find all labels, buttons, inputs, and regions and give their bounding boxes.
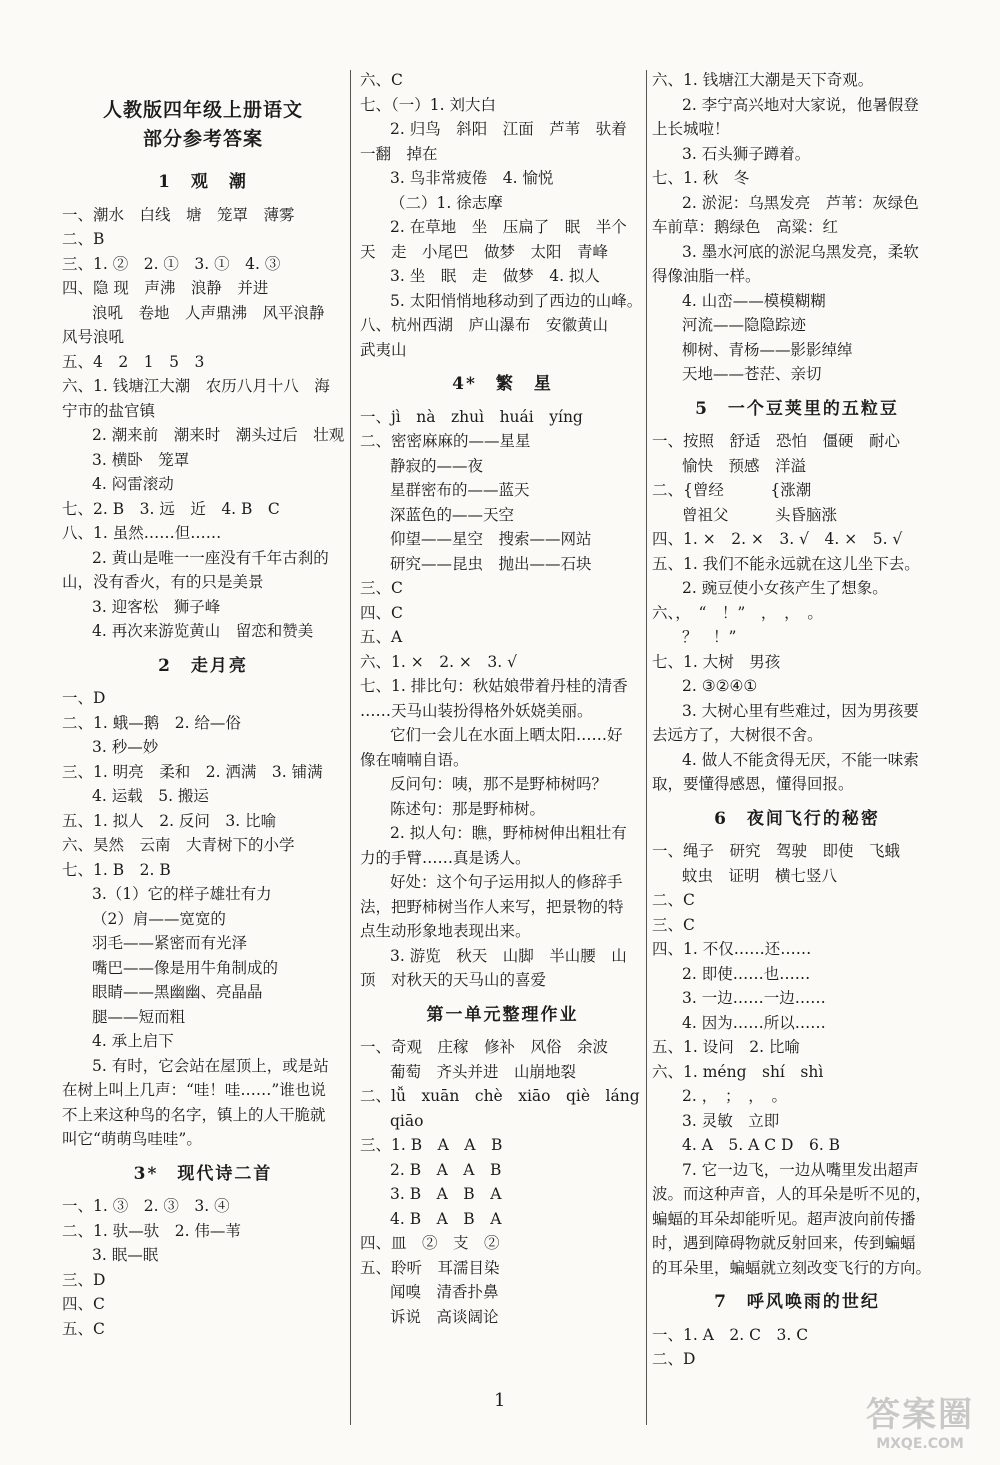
answer-line: 取，要懂得感恩，懂得回报。	[652, 775, 854, 793]
answer-line: 它们一会儿在水面上晒太阳……好	[390, 726, 623, 744]
answer-line: 叫它“萌萌鸟哇哇”。	[62, 1130, 202, 1148]
answer-line: 像在喃喃自语。	[360, 750, 469, 769]
answer-line: 五、C	[62, 1319, 105, 1338]
section-heading: 2 走月亮	[158, 655, 248, 676]
answer-line: 五、4 2 1 5 3	[62, 352, 205, 371]
answer-line: 3. 迎客松 狮子峰	[92, 597, 221, 616]
answer-line: 一翻 掉在	[360, 144, 438, 163]
answer-line: 7. 它一边飞，一边从嘴里发出超声	[682, 1160, 919, 1179]
answer-line: 仰望——星空 搜索——网站	[390, 530, 592, 548]
answer-line: 3. 秒—妙	[92, 738, 159, 756]
answer-line: 河流——隐隐踪迹	[682, 316, 807, 334]
answer-line: 六、C	[360, 71, 403, 89]
column-divider-2	[646, 70, 647, 1425]
answer-line: 2. 即使……也……	[682, 964, 811, 983]
answer-line: 七、2. B 3. 远 近 4. B C	[62, 499, 280, 518]
answer-line: 时，遇到障碍物就反射回来，传到蝙蝠	[652, 1234, 916, 1252]
answer-line: 六、1. méng shí shì	[652, 1062, 824, 1081]
answer-line: 3. 坐 眠 走 做梦 4. 拟人	[390, 267, 600, 285]
answer-line: 浪吼 卷地 人声鼎沸 风平浪静	[92, 303, 325, 322]
answer-line: 六、1. × 2. × 3. √	[360, 652, 517, 671]
answer-line: 2. B A A B	[390, 1160, 502, 1179]
answer-line: 深蓝色的——天空	[390, 505, 515, 524]
answer-line: 柳树、青杨——影影绰绰	[682, 340, 853, 359]
title-line-1: 人教版四年级上册语文	[102, 99, 303, 121]
watermark-url: MXQE.COM	[876, 1436, 964, 1452]
answer-line: 3. 灵敏 立即	[682, 1111, 780, 1130]
answer-line: 力的手臂……真是诱人。	[360, 848, 531, 867]
answer-line: 二、1. 蛾—鹅 2. 给—俗	[62, 713, 241, 732]
answer-line: 4. 山峦——模模糊糊	[682, 291, 826, 310]
title-line-2: 部分参考答案	[142, 128, 263, 150]
answer-line: 2. 归鸟 斜阳 江面 芦苇 驮着	[390, 120, 627, 138]
answer-line: 4. B A B A	[390, 1209, 502, 1228]
answer-line: 2. 淤泥：乌黑发亮 芦苇：灰绿色	[682, 193, 919, 212]
answer-line: 5. 太阳悄悄地移动到了西边的山峰。	[390, 291, 643, 310]
answer-line: 天 走 小尾巴 做梦 太阳 青峰	[360, 242, 609, 261]
answer-line: 蚊虫 证明 横七竖八	[682, 866, 838, 885]
answer-line: 2. ③②④①	[682, 677, 758, 695]
answer-line: 腿——短而粗	[92, 1007, 186, 1026]
answer-line: 二、{曾经 {涨潮	[652, 481, 812, 499]
answer-line: 4. 再次来游览黄山 留恋和赞美	[92, 622, 314, 640]
page-title	[62, 96, 344, 154]
answer-line: 4. A 5. A C D 6. B	[682, 1136, 841, 1154]
answer-line: 二、lǚ xuān chè xiāo qiè láng	[360, 1087, 640, 1105]
answer-line: 5. 有时，它会站在屋顶上，或是站	[92, 1056, 329, 1075]
answer-line: 一、潮水 白线 塘 笼罩 薄雾	[62, 205, 295, 224]
answer-line: 五、1. 我们不能永远就在这儿坐下去。	[652, 554, 920, 573]
answer-line: 波。而这种声音，人的耳朵是听不见的，	[652, 1185, 932, 1203]
answer-line: 好处：这个句子运用拟人的修辞手	[390, 873, 623, 891]
answer-line: 六、昊然 云南 大青树下的小学	[62, 836, 295, 854]
answer-line: 不上来这种鸟的名字，镇上的人干脆就	[62, 1105, 326, 1124]
answer-line: 四、1. 不仅……还……	[652, 940, 812, 958]
answer-line: 2. 豌豆使小女孩产生了想象。	[682, 579, 888, 597]
answer-line: 一、奇观 庄稼 修补 风俗 余波	[360, 1038, 609, 1056]
answer-line: 四、C	[62, 1295, 105, 1313]
answer-line: 曾祖父 头昏脑涨	[682, 505, 838, 524]
answer-line: 一、按照 舒适 恐怕 僵硬 耐心	[652, 432, 901, 450]
answer-line: 4. 承上启下	[92, 1032, 174, 1050]
answer-line: 葡萄 齐头并进 山崩地裂	[390, 1062, 577, 1081]
answer-line: 一、1. ③ 2. ③ 3. ④	[62, 1197, 230, 1215]
answer-line: 四、皿 ② 支 ②	[360, 1234, 500, 1252]
answer-line: ？ ！”	[682, 628, 737, 646]
answer-line: 八、杭州西湖 庐山瀑布 安徽黄山	[360, 316, 609, 334]
answer-line: 3. 横卧 笼罩	[92, 450, 190, 469]
answer-line: 陈述句：那是野柿树。	[390, 799, 546, 818]
answer-line: 三、1. B A A B	[360, 1136, 503, 1154]
answer-line: 4. 做人不能贪得无厌，不能一味索	[682, 750, 919, 769]
answer-line: 二、B	[62, 230, 105, 248]
answer-line: 闻嗅 清香扑鼻	[390, 1283, 499, 1301]
answer-line: 天地——苍茫、亲切	[682, 365, 822, 383]
answer-line: （2）肩——宽宽的	[92, 909, 226, 928]
answer-line: 3.（1）它的样子雄壮有力	[92, 885, 272, 903]
answer-line: 在树上叫上几声：“哇！哇……”谁也说	[62, 1081, 326, 1099]
answer-line: 三、D	[62, 1270, 106, 1289]
answer-line: 3. 一边……一边……	[682, 989, 826, 1007]
answer-line: 二、C	[652, 891, 695, 909]
answer-line: 三、C	[652, 915, 695, 934]
section-heading: 4* 繁 星	[452, 374, 553, 394]
answer-line: 星群密布的——蓝天	[390, 481, 530, 499]
answer-line: ……天马山装扮得格外妖娆美丽。	[360, 701, 593, 720]
answer-line: qiāo	[390, 1111, 424, 1130]
answer-line: （二）1. 徐志摩	[390, 193, 503, 212]
watermark-text: 答案圈	[866, 1395, 974, 1435]
section-heading: 1 观 潮	[158, 172, 248, 192]
answer-line: 2. 拟人句：瞧，野柿树伸出粗壮有	[390, 824, 627, 842]
answer-line: 诉说 高谈阔论	[390, 1307, 499, 1326]
section-heading: 5 一个豆荚里的五粒豆	[695, 398, 899, 419]
answer-line: 四、隐 现 声沸 浪静 并进	[62, 279, 269, 297]
answer-line: 去远方了，大树很不舍。	[652, 726, 823, 744]
answer-line: 五、1. 设问 2. 比喻	[652, 1038, 800, 1056]
answer-line: 宁市的盐官镇	[62, 401, 156, 420]
answer-line: 2. ， ； ， 。	[682, 1087, 787, 1105]
section-heading: 6 夜间飞行的秘密	[714, 808, 880, 829]
answer-line: 四、C	[360, 603, 403, 622]
answer-line: 3. 眠—眠	[92, 1246, 159, 1264]
answer-line: 研究——昆虫 抛出——石块	[390, 554, 592, 573]
answer-column-2	[360, 68, 645, 1329]
answer-line: 七、1. B 2. B	[62, 860, 171, 879]
answer-line: 山，没有香火，有的只是美景	[62, 573, 264, 591]
answer-line: 4. 因为……所以……	[682, 1013, 826, 1032]
answer-line: 2. 李宁高兴地对大家说，他暑假登	[682, 95, 919, 114]
answer-line: 六、1. 钱塘江大潮 农历八月十八 海	[62, 377, 330, 395]
answer-line: 四、1. × 2. × 3. √ 4. × 5. √	[652, 530, 903, 548]
answer-line: 七、1. 排比句：秋姑娘带着丹桂的清香	[360, 677, 628, 695]
answer-line: 嘴巴——像是用牛角制成的	[92, 958, 279, 977]
answer-line: 一、D	[62, 689, 106, 707]
answer-line: 的耳朵里，蝙蝠就立刻改变飞行的方向。	[652, 1258, 932, 1277]
answer-line: 眼睛——黑幽幽、亮晶晶	[92, 983, 263, 1001]
section-heading: 7 呼风唤雨的世纪	[714, 1292, 880, 1312]
answer-line: 六、， “ ！” ， ， 。	[652, 603, 823, 622]
answer-line: 2. 在草地 坐 压扁了 眠 半个	[390, 218, 627, 236]
answer-line: 3. 石头狮子蹲着。	[682, 144, 811, 163]
answer-line: 五、聆听 耳濡目染	[360, 1258, 500, 1277]
answer-line: 法，把野柿树当作人来写，把景物的特	[360, 897, 624, 916]
answer-line: 4. 闷雷滚动	[92, 475, 174, 493]
answer-line: 五、A	[360, 628, 403, 646]
answer-line: 三、1. 明亮 柔和 2. 洒满 3. 铺满	[62, 762, 323, 781]
answer-line: 愉快 预感 洋溢	[682, 456, 807, 475]
answer-line: 车前草：鹅绿色 高粱：红	[652, 218, 839, 236]
answer-line: 三、1. ② 2. ① 3. ① 4. ③	[62, 254, 281, 273]
answer-line: 2. 潮来前 潮来时 潮头过后 壮观	[92, 426, 345, 444]
answer-line: 顶 对秋天的天马山的喜爱	[360, 971, 547, 989]
answer-line: 七、1. 大树 男孩	[652, 652, 781, 671]
answer-line: 三、C	[360, 579, 403, 597]
answer-line: 点生动形象地表现出来。	[360, 922, 531, 940]
answer-line: 2. 黄山是唯一一座没有千年古刹的	[92, 548, 329, 567]
column-divider-1	[350, 70, 351, 1425]
answer-line: 3. 鸟非常疲倦 4. 愉悦	[390, 169, 554, 187]
answer-line: 二、D	[652, 1350, 696, 1368]
answer-line: 羽毛——紧密而有光泽	[92, 934, 248, 952]
answer-column-1	[62, 68, 344, 1341]
answer-line: 五、1. 拟人 2. 反问 3. 比喻	[62, 811, 277, 830]
section-heading: 3* 现代诗二首	[133, 1163, 273, 1184]
answer-line: 七、（一）1. 刘大白	[360, 95, 496, 114]
answer-line: 八、1. 虽然……但……	[62, 524, 222, 542]
answer-line: 一、jì nà zhuì huái yíng	[360, 407, 583, 426]
answer-line: 反问句：咦，那不是野柿树吗？	[390, 775, 608, 793]
answer-line: 静寂的——夜	[390, 456, 484, 475]
answer-line: 3. 大树心里有些难过，因为男孩要	[682, 701, 919, 720]
answer-line: 3. 游览 秋天 山脚 半山腰 山	[390, 946, 627, 965]
answer-line: 风号浪吼	[62, 328, 125, 346]
answer-line: 二、密密麻麻的——星星	[360, 432, 531, 450]
answer-line: 七、1. 秋 冬	[652, 169, 750, 187]
answer-line: 3. B A B A	[390, 1185, 502, 1203]
answer-line: 一、1. A 2. C 3. C	[652, 1325, 809, 1344]
answer-line: 六、1. 钱塘江大潮是天下奇观。	[652, 71, 874, 89]
answer-column-3	[652, 68, 942, 1372]
watermark-logo	[850, 1387, 990, 1457]
answer-line: 3. 墨水河底的淤泥乌黑发亮，柔软	[682, 242, 919, 261]
answer-line: 二、1. 驮—驮 2. 伟—苇	[62, 1221, 241, 1240]
answer-line: 蝙蝠的耳朵却能听见。超声波向前传播	[652, 1209, 916, 1228]
section-heading: 第一单元整理作业	[426, 1004, 579, 1025]
answer-line: 上长城啦！	[652, 120, 730, 138]
page-number: 1	[494, 1390, 506, 1411]
answer-line: 一、绳子 研究 驾驶 即使 飞蛾	[652, 842, 901, 860]
answer-line: 武夷山	[360, 340, 407, 359]
answer-line: 4. 运载 5. 搬运	[92, 787, 209, 805]
answer-line: 得像油脂一样。	[652, 267, 761, 285]
